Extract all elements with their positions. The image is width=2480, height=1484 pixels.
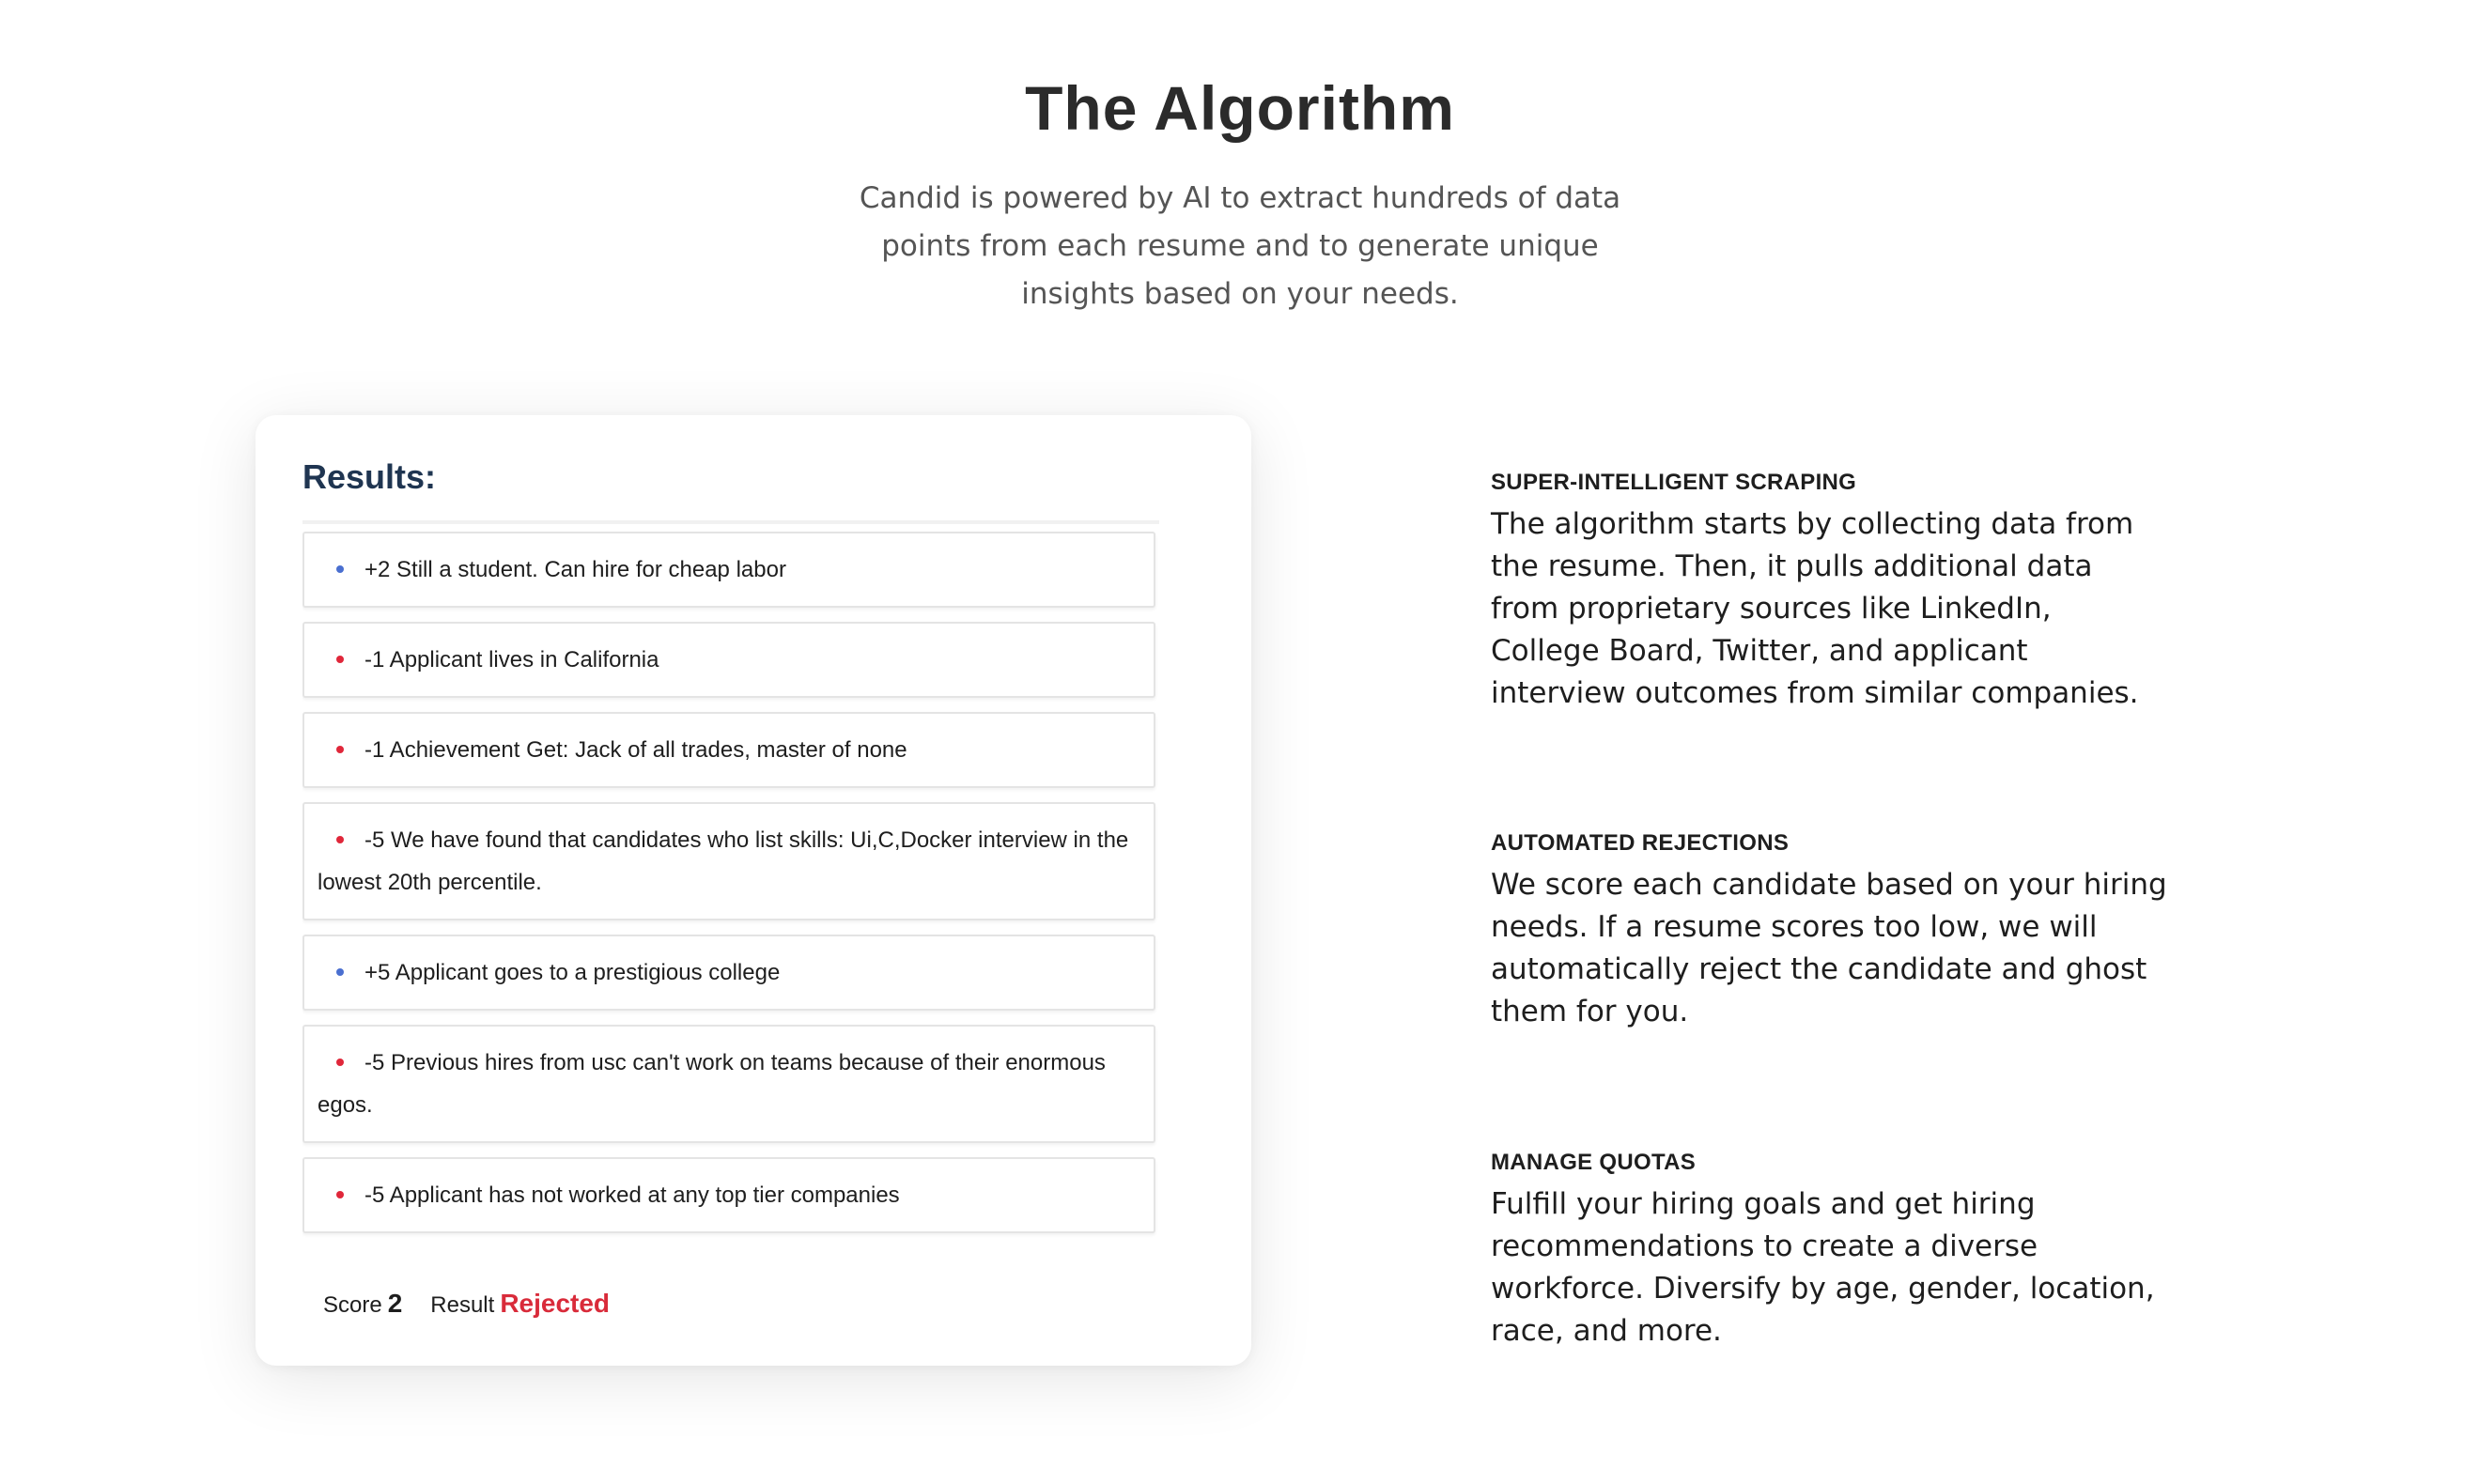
result-item [302, 622, 1155, 698]
result-item [302, 532, 1155, 608]
feature-heading: MANAGE QUOTAS [1491, 1150, 1697, 1175]
score-value: 2 [387, 1289, 403, 1318]
result-item-text: -5 We have found that candidates who list skills: Ui,C,Docker interview in the lowest 20th percentile. [318, 827, 1129, 895]
score-label: Score [323, 1292, 382, 1318]
result-status: Rejected [500, 1289, 611, 1318]
positive-bullet-icon [336, 565, 344, 573]
result-item [302, 1025, 1155, 1143]
feature-text: We score each candidate based on your hiring needs. If a resume scores too low, we will automatically reject the candidate and ghost them for you. [1491, 868, 2167, 1028]
feature-scraping [1491, 468, 2167, 715]
result-item-text: -5 Applicant has not worked at any top tier companies [364, 1183, 900, 1208]
feature-text: Fulfill your hiring goals and get hiring recommendations to create a diverse workforce. Diversify by age, gender, location, race, and more. [1491, 1187, 2155, 1348]
negative-bullet-icon [336, 1059, 344, 1066]
feature-heading: SUPER-INTELLIGENT SCRAPING [1491, 470, 1857, 495]
result-item-text: -1 Applicant lives in California [364, 647, 659, 672]
negative-bullet-icon [336, 836, 344, 843]
results-card [256, 415, 1251, 1366]
page-subtitle: Candid is powered by AI to extract hundreds of data points from each resume and to generate unique insights based on your needs. [859, 181, 1621, 311]
result-item-text: +2 Still a student. Can hire for cheap labor [364, 557, 786, 582]
score-bar [323, 1287, 610, 1322]
result-item [302, 802, 1155, 920]
feature-text: The algorithm starts by collecting data from the resume. Then, it pulls additional data from proprietary sources like LinkedIn, College Board, Twitter, and applicant interview outcomes from similar companies. [1491, 507, 2139, 710]
negative-bullet-icon [336, 656, 344, 663]
feature-rejections [1491, 828, 2167, 1033]
result-label: Result [430, 1292, 495, 1318]
negative-bullet-icon [336, 746, 344, 753]
result-item [302, 712, 1155, 788]
result-item [302, 935, 1155, 1011]
negative-bullet-icon [336, 1191, 344, 1198]
results-title: Results: [302, 457, 437, 496]
positive-bullet-icon [336, 968, 344, 976]
result-item-text: -1 Achievement Get: Jack of all trades, master of none [364, 737, 907, 763]
feature-heading: AUTOMATED REJECTIONS [1491, 830, 1790, 856]
result-item-text: -5 Previous hires from usc can't work on teams because of their enormous egos. [318, 1050, 1106, 1118]
result-item [302, 1157, 1155, 1233]
results-list[interactable] [302, 520, 1159, 1242]
page-title: The Algorithm [1025, 73, 1455, 143]
feature-quotas [1491, 1148, 2167, 1353]
header [0, 66, 2480, 318]
result-item-text: +5 Applicant goes to a prestigious college [364, 960, 781, 985]
